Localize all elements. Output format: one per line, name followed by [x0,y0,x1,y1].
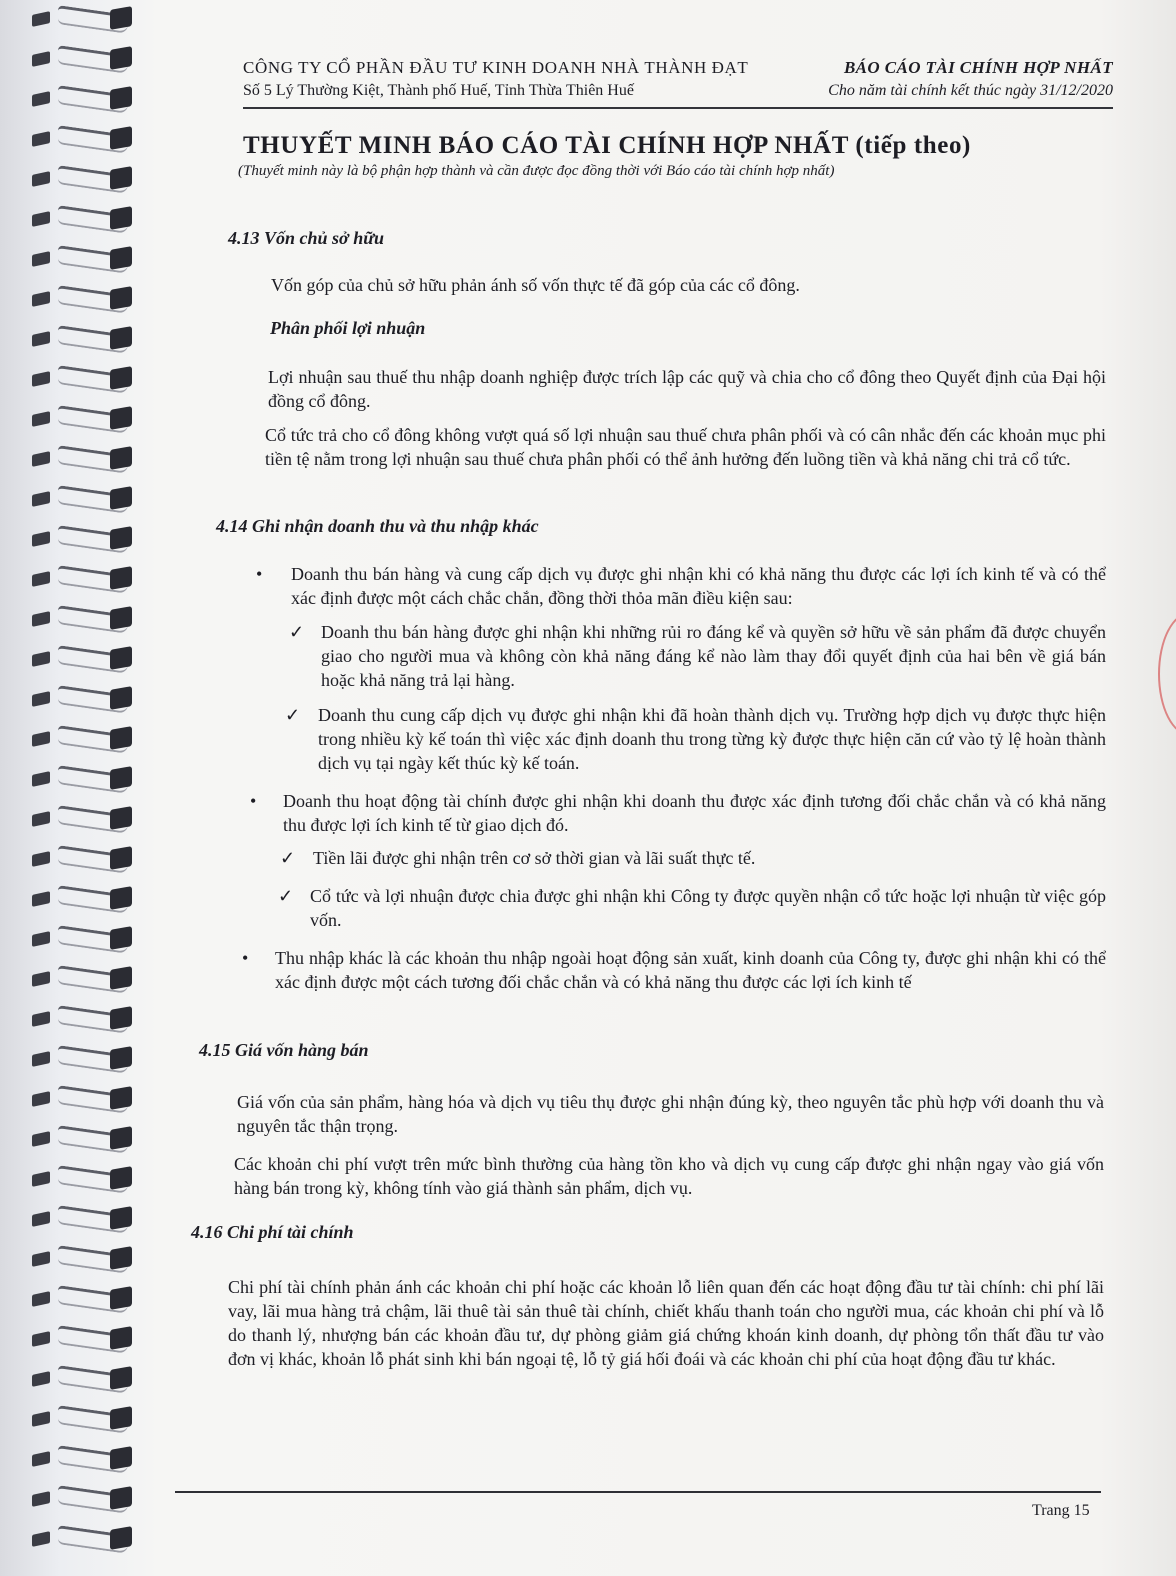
binding-ring [18,610,128,628]
list-item: Doanh thu cung cấp dịch vụ được ghi nhận khi đã hoàn thành dịch vụ. Trường hợp dịch vụ được thực hiện trong nhiều kỳ kế toán thì việc xác định doanh thu trong từng kỳ được thực hiện căn cứ vào tỷ lệ hoàn thành dịch vụ tại ngày kết thúc kỳ kế toán. [318,705,1106,773]
bullet-icon: • [256,564,263,584]
list-item: Doanh thu bán hàng và cung cấp dịch vụ được ghi nhận khi có khả năng thu được các lợi ích kinh tế và có thể xác định được một cách chắc chắn, đồng thời thỏa mãn điều kiện sau: [291,564,1106,608]
binding-ring [18,170,128,188]
section-heading-4-16: 4.16 Chi phí tài chính [191,1222,354,1242]
binding-ring [18,210,128,228]
binding-ring [18,90,128,108]
check-icon: ✓ [280,848,296,868]
section-heading-4-14: 4.14 Ghi nhận doanh thu và thu nhập khác [216,516,539,536]
list-item: Doanh thu hoạt động tài chính được ghi nhận khi doanh thu được xác định tương đối chắc chắn và có khả năng thu được lợi ích kinh tế từ giao dịch đó. [283,791,1106,835]
footer-divider [175,1491,1101,1493]
binding-ring [18,770,128,788]
binding-ring [18,1210,128,1228]
binding-ring [18,1250,128,1268]
check-icon: ✓ [285,705,301,725]
bullet-icon: • [250,791,257,811]
company-name: CÔNG TY CỔ PHẦN ĐẦU TƯ KINH DOANH NHÀ THÀNH ĐẠT [243,58,749,77]
page-title: THUYẾT MINH BÁO CÁO TÀI CHÍNH HỢP NHẤT (tiếp theo) [243,132,971,159]
paragraph: Lợi nhuận sau thuế thu nhập doanh nghiệp được trích lập các quỹ và chia cho cổ đông theo Quyết định của Đại hội đồng cổ đông. [268,367,1106,411]
binding-ring [18,490,128,508]
paragraph: Vốn góp của chủ sở hữu phản ánh số vốn thực tế đã góp của các cổ đông. [271,275,800,295]
binding-ring [18,810,128,828]
binding-ring [18,530,128,548]
binding-ring [18,1370,128,1388]
report-period: Cho năm tài chính kết thúc ngày 31/12/2020 [828,82,1113,99]
list-item: Cổ tức và lợi nhuận được chia được ghi nhận khi Công ty được quyền nhận cổ tức hoặc lợi nhuận từ việc góp vốn. [310,886,1106,930]
spiral-binding [0,0,150,1576]
binding-ring [18,1490,128,1508]
binding-ring [18,250,128,268]
page-number: Trang 15 [1032,1502,1090,1519]
binding-ring [18,290,128,308]
binding-ring [18,1050,128,1068]
binding-ring [18,410,128,428]
binding-ring [18,1010,128,1028]
binding-ring [18,1410,128,1428]
binding-ring [18,1130,128,1148]
check-icon: ✓ [278,886,294,906]
paragraph: Cổ tức trả cho cổ đông không vượt quá số lợi nhuận sau thuế chưa phân phối và có cân nhắc đến các khoản mục phi tiền tệ nằm trong lợi nhuận sau thuế chưa phân phối có thể ảnh hưởng đến luồng tiền và khả năng chi trả cổ tức. [265,425,1106,469]
binding-ring [18,450,128,468]
binding-ring [18,570,128,588]
paragraph: Giá vốn của sản phẩm, hàng hóa và dịch vụ tiêu thụ được ghi nhận đúng kỳ, theo nguyên tắc phù hợp với doanh thu và nguyên tắc thận trọng. [237,1092,1104,1136]
binding-ring [18,10,128,28]
binding-ring [18,50,128,68]
paragraph: Chi phí tài chính phản ánh các khoản chi phí hoặc các khoản lỗ liên quan đến các hoạt động đầu tư tài chính: chi phí lãi vay, lãi mua hàng trả chậm, lãi thuê tài sản thuê tài chính, chiết khấu thanh toán cho người mua, các khoản chi phí và lỗ do thanh lý, nhượng bán các khoản đầu tư, dự phòng giảm giá chứng khoán kinh doanh, dự phòng tổn thất đầu tư vào đơn vị khác, khoản lỗ phát sinh khi bán ngoại tệ, lỗ tỷ giá hối đoái và các khoản chi phí của hoạt động đầu tư khác. [228,1277,1104,1369]
binding-ring [18,330,128,348]
binding-ring [18,1530,128,1548]
red-stamp-edge [1158,612,1176,736]
report-title: BÁO CÁO TÀI CHÍNH HỢP NHẤT [843,58,1113,77]
binding-ring [18,1290,128,1308]
binding-ring [18,890,128,908]
binding-ring [18,1170,128,1188]
section-heading-4-15: 4.15 Giá vốn hàng bán [199,1040,369,1060]
paragraph: Các khoản chi phí vượt trên mức bình thường của hàng tồn kho và dịch vụ cung cấp được ghi nhận ngay vào giá vốn hàng bán trong kỳ, không tính vào giá thành sản phẩm, dịch vụ. [234,1154,1104,1198]
binding-ring [18,130,128,148]
binding-ring [18,970,128,988]
binding-ring [18,850,128,868]
binding-ring [18,1450,128,1468]
list-item: Thu nhập khác là các khoản thu nhập ngoài hoạt động sản xuất, kinh doanh của Công ty, được ghi nhận khi có thể xác định được một cách tương đối chắc chắn và có khả năng thu được các lợi ích kinh tế [275,948,1106,992]
binding-ring [18,690,128,708]
binding-ring [18,370,128,388]
check-icon: ✓ [289,622,305,642]
section-heading-4-13: 4.13 Vốn chủ sở hữu [228,228,384,248]
header-divider [243,107,1113,109]
page-subtitle: (Thuyết minh này là bộ phận hợp thành và cần được đọc đồng thời với Báo cáo tài chính hợp nhất) [238,163,835,179]
list-item: Tiền lãi được ghi nhận trên cơ sở thời gian và lãi suất thực tế. [313,848,756,868]
binding-ring [18,1090,128,1108]
subheading-profit-distribution: Phân phối lợi nhuận [270,318,426,338]
company-address: Số 5 Lý Thường Kiệt, Thành phố Huế, Tỉnh Thừa Thiên Huế [243,82,634,99]
list-item: Doanh thu bán hàng được ghi nhận khi những rủi ro đáng kể và quyền sở hữu về sản phẩm đã được chuyển giao cho người mua và không còn khả năng đáng kể nào làm thay đổi quyết định của hai bên về giá bán hoặc khả năng trả lại hàng. [321,622,1106,690]
binding-ring [18,930,128,948]
binding-ring [18,1330,128,1348]
page-header [243,58,1113,106]
binding-ring [18,650,128,668]
binding-ring [18,730,128,748]
bullet-icon: • [242,948,249,968]
